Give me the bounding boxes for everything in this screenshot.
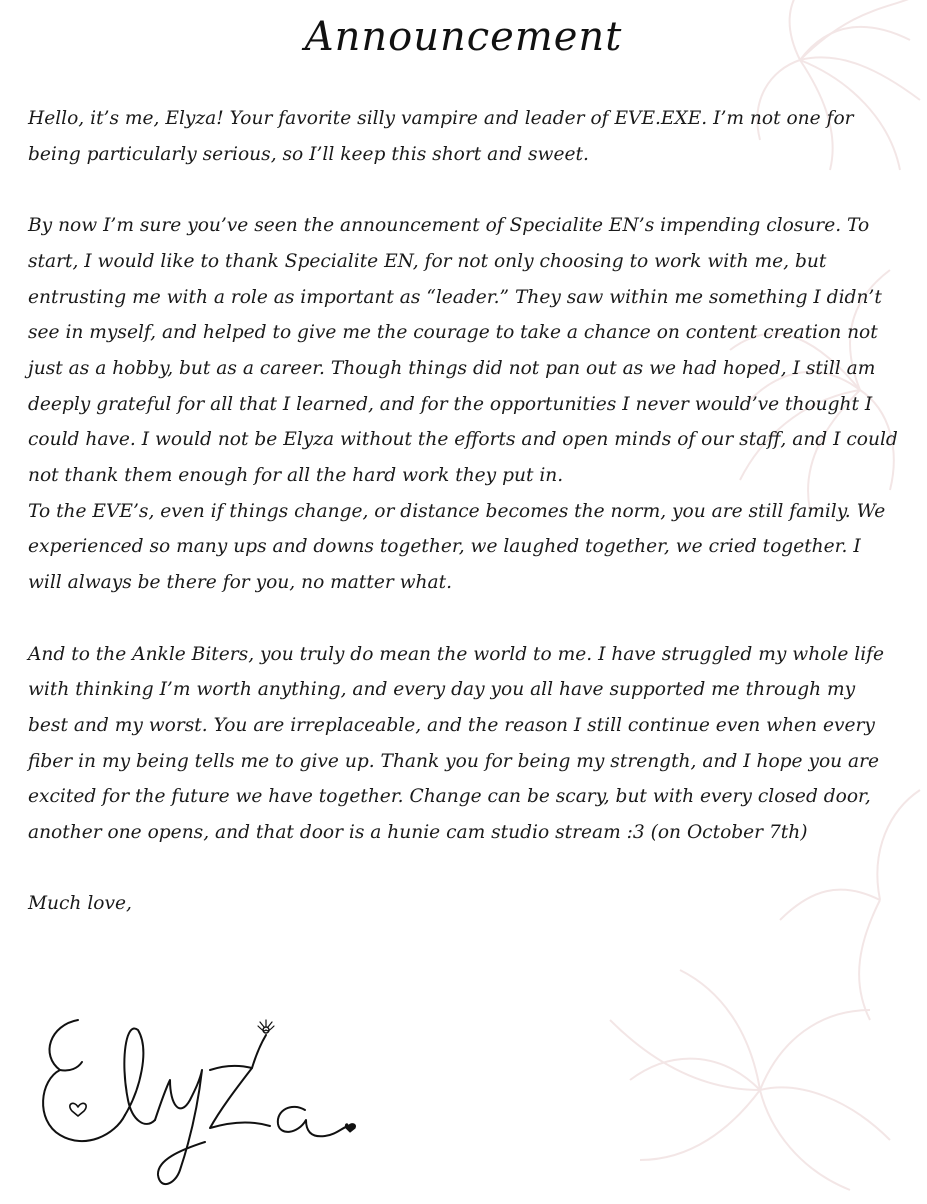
paragraph-eves: To the EVE’s, even if things change, or distance becomes the norm, you are still family. We experienced so many ups and downs together, we laughed together, we cried together. I will always be there for you, no matter what.: [28, 500, 886, 594]
signature-elyza: [30, 1010, 370, 1200]
page-title: Announcement: [304, 14, 623, 60]
paragraph-spacer: [28, 172, 898, 208]
letter-body: [28, 101, 898, 922]
signature-drawing: [30, 1010, 370, 1200]
paragraph-spacer: [28, 851, 898, 887]
paragraph-greeting: Hello, it’s me, Elyza! Your favorite silly vampire and leader of EVE.EXE. I’m not one for being particularly serious, so I’ll keep this short and sweet.: [28, 108, 854, 165]
paragraph-ankle-biters: And to the Ankle Biters, you truly do mean the world to me. I have struggled my whole life with thinking I’m worth anything, and every day you all have supported me through my best and my worst. You are irreplaceable, and the reason I still continue even when every fiber in my being tells me to give up. Thank you for being my strength, and I hope you are excited for the future we have together. Change can be scary, but with every closed door, another one opens, and that door is a hunie cam studio stream :3 (on October 7th): [28, 643, 885, 844]
paragraph-spacer: [28, 601, 898, 637]
paragraph-closure-thanks: By now I’m sure you’ve seen the announcement of Specialite EN’s impending closure. To start, I would like to thank Specialite EN, for not only choosing to work with me, but entrusting me with a role as important as “leader.” They saw within me something I didn’t see in myself, and helped to give me the courage to take a chance on content creation not just as a hobby, but as a career. Though things did not pan out as we had hoped, I still am deeply grateful for all that I learned, and for the opportunities I never would’ve thought I could have. I would not be Elyza without the efforts and open minds of our staff, and I could not thank them enough for all the hard work they put in.: [28, 215, 898, 487]
closing-line: Much love,: [28, 893, 132, 915]
